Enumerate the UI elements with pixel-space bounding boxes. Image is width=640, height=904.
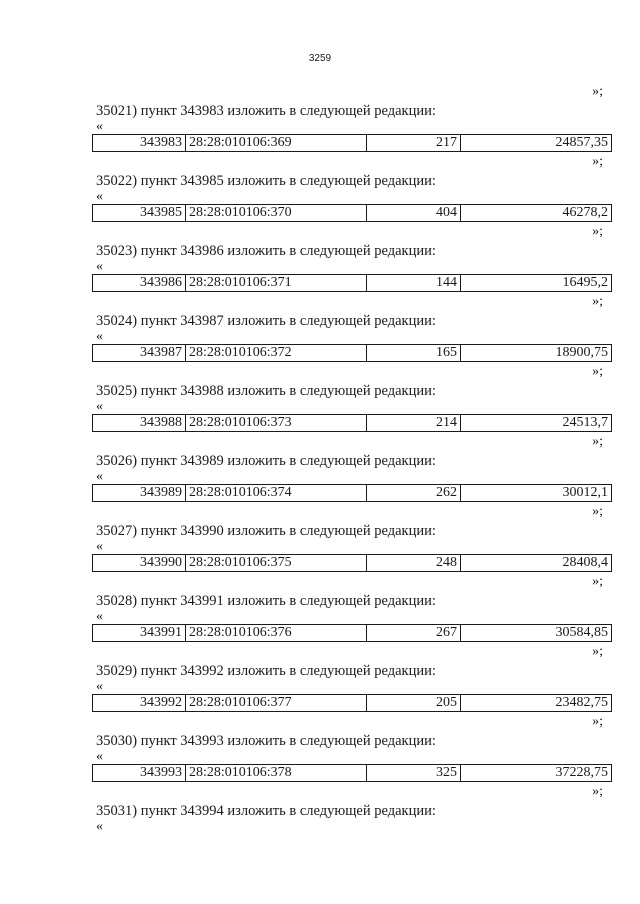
area-cell: 214	[367, 415, 461, 432]
amendment-heading: 35031) пункт 343994 изложить в следующей редакции:	[96, 803, 436, 819]
item-number-cell: 343989	[93, 485, 186, 502]
amendment-item	[0, 172, 640, 242]
item-number-cell: 343990	[93, 555, 186, 572]
amendment-heading: 35028) пункт 343991 изложить в следующей редакции:	[96, 593, 436, 609]
area-cell: 205	[367, 695, 461, 712]
area-cell: 248	[367, 555, 461, 572]
amendment-heading: 35023) пункт 343986 изложить в следующей редакции:	[96, 243, 436, 259]
entry-table	[92, 134, 612, 152]
value-cell: 24513,7	[461, 415, 612, 432]
value-cell: 30012,1	[461, 485, 612, 502]
table-row	[93, 485, 612, 502]
area-cell: 404	[367, 205, 461, 222]
table-row	[93, 205, 612, 222]
table-row	[93, 275, 612, 292]
amendment-heading: 35022) пункт 343985 изложить в следующей редакции:	[96, 173, 436, 189]
closing-quote: »;	[592, 294, 603, 309]
closing-quote: »;	[592, 364, 603, 379]
item-number-cell: 343991	[93, 625, 186, 642]
table-row	[93, 625, 612, 642]
value-cell: 24857,35	[461, 135, 612, 152]
item-number-cell: 343993	[93, 765, 186, 782]
value-cell: 30584,85	[461, 625, 612, 642]
amendment-heading: 35021) пункт 343983 изложить в следующей редакции:	[96, 103, 436, 119]
table-row	[93, 765, 612, 782]
area-cell: 217	[367, 135, 461, 152]
value-cell: 46278,2	[461, 205, 612, 222]
opening-quote: «	[96, 679, 103, 694]
cadastral-number-cell: 28:28:010106:377	[186, 695, 367, 712]
item-number-cell: 343983	[93, 135, 186, 152]
amendment-item	[0, 382, 640, 452]
table-row	[93, 695, 612, 712]
item-number-cell: 343988	[93, 415, 186, 432]
amendment-item	[0, 102, 640, 172]
area-cell: 262	[367, 485, 461, 502]
table-row	[93, 345, 612, 362]
opening-quote: «	[96, 469, 103, 484]
entry-table	[92, 344, 612, 362]
amendment-heading: 35030) пункт 343993 изложить в следующей редакции:	[96, 733, 436, 749]
area-cell: 144	[367, 275, 461, 292]
opening-quote: «	[96, 749, 103, 764]
amendment-heading: 35026) пункт 343989 изложить в следующей редакции:	[96, 453, 436, 469]
closing-quote: »;	[592, 784, 603, 799]
amendment-item	[0, 312, 640, 382]
amendment-heading: 35029) пункт 343992 изложить в следующей редакции:	[96, 663, 436, 679]
opening-quote: «	[96, 609, 103, 624]
entry-table	[92, 484, 612, 502]
closing-quote: »;	[592, 714, 603, 729]
cadastral-number-cell: 28:28:010106:371	[186, 275, 367, 292]
cadastral-number-cell: 28:28:010106:373	[186, 415, 367, 432]
amendment-item	[0, 452, 640, 522]
value-cell: 37228,75	[461, 765, 612, 782]
closing-quote: »;	[592, 434, 603, 449]
closing-quote: »;	[592, 154, 603, 169]
closing-quote: »;	[592, 644, 603, 659]
value-cell: 18900,75	[461, 345, 612, 362]
item-number-cell: 343992	[93, 695, 186, 712]
value-cell: 16495,2	[461, 275, 612, 292]
amendment-item	[0, 662, 640, 732]
cadastral-number-cell: 28:28:010106:378	[186, 765, 367, 782]
amendment-item	[0, 802, 640, 834]
cadastral-number-cell: 28:28:010106:375	[186, 555, 367, 572]
area-cell: 325	[367, 765, 461, 782]
amendment-heading: 35025) пункт 343988 изложить в следующей редакции:	[96, 383, 436, 399]
amendment-heading: 35024) пункт 343987 изложить в следующей редакции:	[96, 313, 436, 329]
entry-table	[92, 694, 612, 712]
cadastral-number-cell: 28:28:010106:372	[186, 345, 367, 362]
area-cell: 267	[367, 625, 461, 642]
amendment-heading: 35027) пункт 343990 изложить в следующей редакции:	[96, 523, 436, 539]
cadastral-number-cell: 28:28:010106:369	[186, 135, 367, 152]
entry-table	[92, 624, 612, 642]
cadastral-number-cell: 28:28:010106:376	[186, 625, 367, 642]
area-cell: 165	[367, 345, 461, 362]
entry-table	[92, 414, 612, 432]
table-row	[93, 415, 612, 432]
entry-table	[92, 764, 612, 782]
opening-quote: «	[96, 329, 103, 344]
closing-quote: »;	[592, 84, 603, 99]
amendment-item	[0, 592, 640, 662]
table-row	[93, 555, 612, 572]
opening-quote: «	[96, 819, 103, 834]
cadastral-number-cell: 28:28:010106:374	[186, 485, 367, 502]
item-number-cell: 343986	[93, 275, 186, 292]
opening-quote: «	[96, 539, 103, 554]
entry-table	[92, 204, 612, 222]
table-row	[93, 135, 612, 152]
closing-quote: »;	[592, 574, 603, 589]
entry-table	[92, 274, 612, 292]
value-cell: 23482,75	[461, 695, 612, 712]
opening-quote: «	[96, 259, 103, 274]
item-number-cell: 343987	[93, 345, 186, 362]
closing-quote: »;	[592, 224, 603, 239]
opening-quote: «	[96, 189, 103, 204]
value-cell: 28408,4	[461, 555, 612, 572]
document-body	[0, 82, 640, 834]
amendment-item	[0, 522, 640, 592]
closing-quote: »;	[592, 504, 603, 519]
amendment-item	[0, 732, 640, 802]
amendment-item	[0, 242, 640, 312]
page-number: 3259	[308, 53, 332, 64]
amendment-list	[0, 102, 640, 834]
item-number-cell: 343985	[93, 205, 186, 222]
cadastral-number-cell: 28:28:010106:370	[186, 205, 367, 222]
opening-quote: «	[96, 119, 103, 134]
opening-quote: «	[96, 399, 103, 414]
entry-table	[92, 554, 612, 572]
